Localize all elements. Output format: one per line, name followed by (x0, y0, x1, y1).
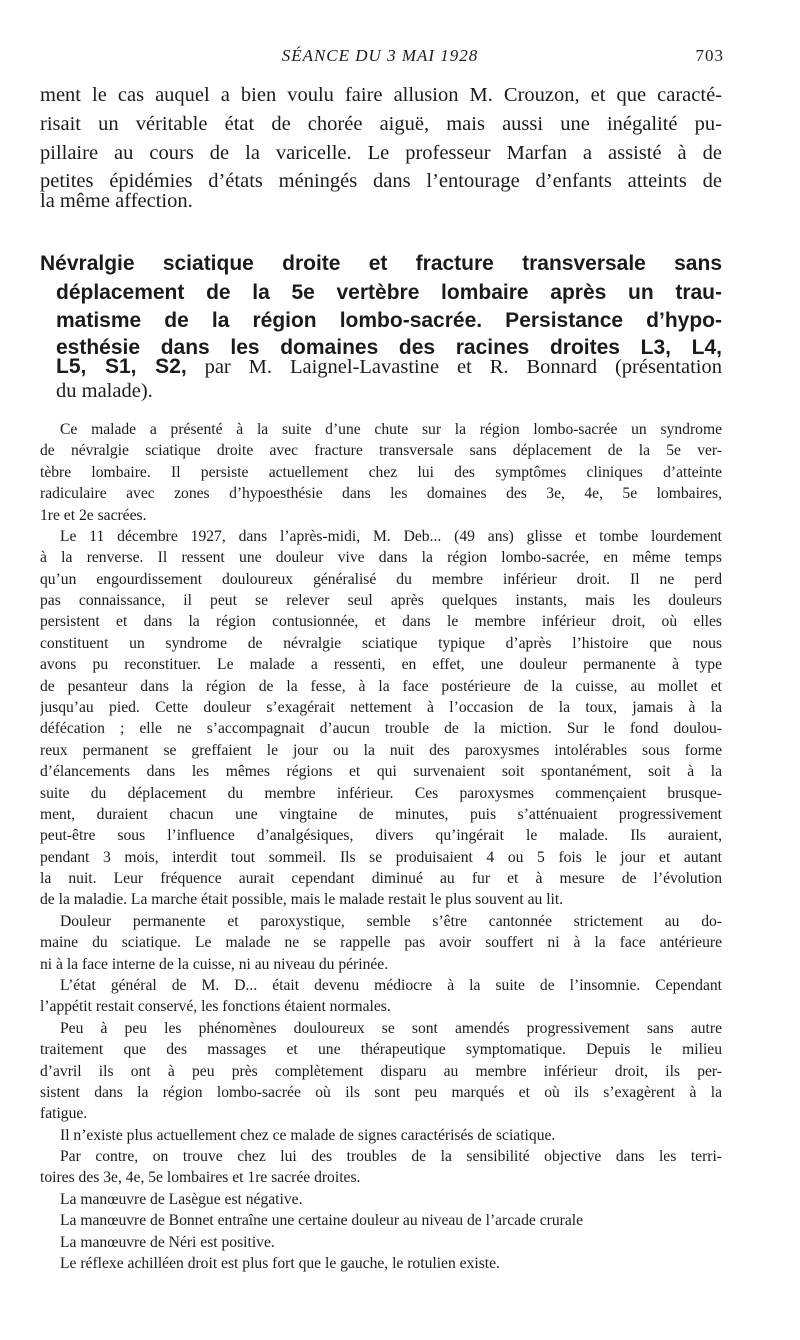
top-paragraph-line: risait un véritable état de chorée aiguë, mais aussi une inégalité pu- (40, 113, 722, 135)
article-title-line: matisme de la région lombo-sacrée. Persistance d’hypo- (56, 309, 722, 332)
body-line: fatigue. (40, 1105, 88, 1122)
body-line: suite du déplacement du membre inférieur. Ces paroxysmes commençaient brusque- (40, 785, 722, 802)
body-line: Le 11 décembre 1927, dans l’après-midi, M. Deb... (49 ans) glisse et tombe lourdement (60, 528, 722, 545)
body-line: jusqu’au pied. Cette douleur s’exagérait nettement à l’occasion de la toux, jamais à la (40, 699, 722, 716)
body-line: 1re et 2e sacrées. (40, 507, 147, 524)
article-title-line: déplacement de la 5e vertèbre lombaire après un trau- (56, 281, 722, 304)
body-line: pas connaissance, il peut se relever seul après quelques instants, mais les douleurs (40, 592, 722, 609)
body-line: Douleur permanente et paroxystique, semble s’être cantonnée strictement au do- (60, 913, 722, 930)
body-line: de névralgie sciatique droite avec fracture transversale sans déplacement de la 5e ver- (40, 442, 722, 459)
body-line: défécation ; elle ne s’accompagnait d’aucun trouble de la miction. Sur le fond doulou- (40, 720, 722, 737)
body-line: à la renverse. Il ressent une douleur vive dans la région lombo-sacrée, en même temps (40, 549, 722, 566)
body-line: d’avril ils ont à peu près complètement disparu au membre inférieur droit, ils per- (40, 1063, 722, 1080)
body-line: La manœuvre de Néri est positive. (60, 1234, 275, 1251)
article-title-line: du malade). (56, 380, 153, 402)
top-paragraph-line: pillaire au cours de la varicelle. Le professeur Marfan a assisté à de (40, 142, 722, 164)
body-line: d’élancements dans les mêmes régions et qui survenaient soit spontanément, soit à la (40, 763, 722, 780)
body-line: avons pu reconstituer. Le malade a ressenti, en effet, une douleur permanente à type (40, 656, 722, 673)
body-line: reux permanent se greffaient le jour ou la nuit des paroxysmes intolérables sous forme (40, 742, 722, 759)
body-line: de pesanteur dans la région de la fesse, à la face postérieure de la cuisse, au mollet et (40, 678, 722, 695)
body-line: peut-être sous l’influence d’analgésiques, divers qu’ingérait le malade. Ils auraient, (40, 827, 722, 844)
body-line: La manœuvre de Bonnet entraîne une certaine douleur au niveau de l’arcade crurale (60, 1212, 583, 1229)
body-line: pendant 3 mois, interdit tout sommeil. Ils se produisaient 4 ou 5 fois le jour et autant (40, 849, 722, 866)
body-line: maine du sciatique. Le malade ne se rappelle pas avoir souffert ni à la face antérieure (40, 934, 722, 951)
body-line: Par contre, on trouve chez lui des troubles de la sensibilité objective dans les terri- (60, 1148, 722, 1165)
article-title-line-authors (56, 355, 722, 379)
body-line: la nuit. Leur fréquence aurait cependant diminué au fur et à mesure de l’évolution (40, 870, 722, 887)
top-paragraph-line: petites épidémies d’états méningés dans l’entourage d’enfants atteints de (40, 170, 722, 192)
top-paragraph-line: ment le cas auquel a bien voulu faire allusion M. Crouzon, et que caracté- (40, 84, 722, 106)
body-line: Il n’existe plus actuellement chez ce malade de signes caractérisés de sciatique. (60, 1127, 556, 1144)
running-head (36, 46, 724, 68)
body-line: qu’un engourdissement douloureux généralisé du membre inférieur droit. Il ne perd (40, 571, 722, 588)
body-line: radiculaire avec zones d’hypoesthésie dans les domaines des 3e, 4e, 5e lombaires, (40, 485, 722, 502)
page-number: 703 (695, 46, 724, 65)
article-title-bold-roots: L5, S1, S2, (56, 355, 187, 378)
article-title-line: Névralgie sciatique droite et fracture transversale sans (40, 252, 722, 275)
body-line: traitement que des massages et une thérapeutique symptomatique. Depuis le milieu (40, 1041, 722, 1058)
article-title-authors: par M. Laignel-Lavastine et R. Bonnard (présentation (186, 356, 722, 378)
body-line: tèbre lombaire. Il persiste actuellement chez lui des symptômes cliniques d’atteinte (40, 464, 722, 481)
body-line: de la maladie. La marche était possible, mais le malade restait le plus souvent au lit. (40, 891, 564, 908)
body-line: constituent un syndrome de névralgie sciatique typique d’après l’histoire que nous (40, 635, 722, 652)
running-title: SÉANCE DU 3 MAI 1928 (281, 46, 479, 65)
body-line: Ce malade a présenté à la suite d’une chute sur la région lombo-sacrée un syndrome (60, 421, 722, 438)
body-line: Le réflexe achilléen droit est plus fort que le gauche, le rotulien existe. (60, 1255, 500, 1272)
body-line: Peu à peu les phénomènes douloureux se sont amendés progressivement sans autre (60, 1020, 722, 1037)
body-line: L’état général de M. D... était devenu médiocre à la suite de l’insomnie. Cependant (60, 977, 722, 994)
body-line: La manœuvre de Lasègue est négative. (60, 1191, 303, 1208)
article-title-line: esthésie dans les domaines des racines droites L3, L4, (56, 336, 722, 359)
body-line: toires des 3e, 4e, 5e lombaires et 1re sacrée droites. (40, 1169, 361, 1186)
top-paragraph-line: la même affection. (40, 190, 193, 212)
body-line: ni à la face interne de la cuisse, ni au niveau du périnée. (40, 956, 389, 973)
body-line: l’appétit restait conservé, les fonctions étaient normales. (40, 998, 391, 1015)
body-line: persistent et dans la région contusionnée, et dans le membre inférieur droit, où elles (40, 613, 722, 630)
body-line: sistent dans la région lombo-sacrée où ils sont peu marqués et où ils s’exagèrent à la (40, 1084, 722, 1101)
body-line: ment, duraient chacun une vingtaine de minutes, puis s’atténuaient progressivement (40, 806, 722, 823)
